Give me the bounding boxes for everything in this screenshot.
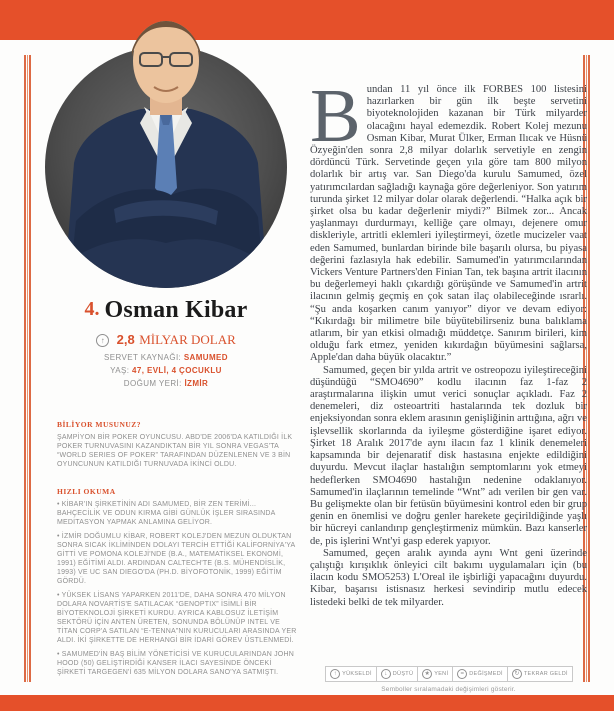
net-worth xyxy=(34,331,298,349)
up-arrow-icon: ↑ xyxy=(330,669,340,679)
legend-item-fell: ↓ DÜŞTÜ xyxy=(376,666,418,682)
rank-number: 4. xyxy=(84,298,100,320)
stat-age-family: YAŞ: 47, EVLİ, 4 ÇOCUKLU xyxy=(110,366,222,375)
quick-read-item: • SAMUMED'İN BAŞ BİLİM YÖNETİCİSİ VE KURUCULARINDAN JOHN HOOD (50) GELİŞTİRDİĞİ KANSER İLACI SAYESİNDE ÖNCEKİ ŞİRKETİ TARGEGEN'İ 635 MİLYON DOLARA SANO'YA SATMIŞTI. xyxy=(57,651,294,676)
rank-up-arrow-icon: ↑ xyxy=(96,334,109,347)
legend-item-unchanged: = DEĞİŞMEDİ xyxy=(452,666,508,682)
star-icon: ★ xyxy=(422,669,432,679)
quick-read-item: • YÜKSEK LİSANS YAPARKEN 2011'DE, DAHA SONRA 470 MİLYON DOLARA NOVARTİS'E SATILACAK “GENOPTIX” İSİMLİ BİR BİYOTEKNOLOJİ ŞİRKETİ KURDU. AYRICA KABLOSUZ İLETİŞİM SEKTÖRÜ İÇİN ANTEN ÜRETEN, SONUNDA BÖLÜNÜP INTEL VE TİTAN CORP'A SATILAN “E-TENNA”NIN KURUCULARI ARASINDA YER ALDI. İKİ ŞİRKETTE DE HERHANGİ BİR İDARİ GÖREV ÜSTLENMEDİ. xyxy=(57,592,297,644)
legend-row xyxy=(325,666,572,682)
drop-cap: B xyxy=(310,74,361,158)
net-worth-value: 2,8 xyxy=(116,332,135,347)
stat-birthplace: DOĞUM YERİ: İZMİR xyxy=(123,379,209,388)
legend-item-rose: ↑ YÜKSELDİ xyxy=(325,666,377,682)
stat-wealth-source: SERVET KAYNAĞI: SAMUMED xyxy=(104,353,228,362)
article-paragraph-3: Samumed, geçen aralık ayında aynı Wnt geni üzerinde çalıştığı kırışıklık önleyici cilt bakımı uygulamaları için (bu ilacın kodu SMO5253) L'Oreal ile işbirliği yapacağını duyurdu. Kibar, başarısı istisnasız herkesi sevindirip mutlu edecek listedeki belki de tek milyarder. xyxy=(310,547,587,608)
did-you-know-box xyxy=(57,420,300,474)
legend-item-returned: ↻ TEKRAR GELDİ xyxy=(507,666,573,682)
profile-stats xyxy=(34,351,298,390)
did-you-know-title: BİLİYOR MUSUNUZ? xyxy=(57,420,142,429)
legend-item-new: ★ YENİ xyxy=(417,666,453,682)
bottom-banner xyxy=(0,695,614,711)
quick-read-box xyxy=(57,487,300,682)
down-arrow-icon: ↓ xyxy=(381,669,391,679)
quick-read-item: • İZMİR DOĞUMLU KİBAR, ROBERT KOLEJ'DEN MEZUN OLDUKTAN SONRA SICAK İKLİMİNDEN DOLAYI TERCİH ETTİĞİ KALİFORNİYA'YA GİTTİ VE POMONA KOLEJİ'NDE (B.A., MATEMATİKSEL EKONOMİ, 1991) EĞİTİMİ ALDI. ARDINDAN CALTECH'TE (B.S. MÜHENDİSLİK, 1993) VE UC SAN DIEGO'DA (PH.D. BİYOFOTONİK, 1999) EĞİTİM GÖRDÜ. xyxy=(57,533,296,585)
quick-read-title: HIZLI OKUMA xyxy=(57,487,116,496)
left-decor-rule xyxy=(24,55,31,682)
person-silhouette xyxy=(64,13,268,293)
profile-header xyxy=(34,297,298,324)
return-arrow-icon: ↻ xyxy=(512,669,522,679)
did-you-know-text: ŞAMPİYON BİR POKER OYUNCUSU. ABD'DE 2006'DA KATILDIĞI İLK POKER TURNUVASINI KAZANDIKTAN BİR YIL SONRA VEGAS'TA “WORLD SERIES OF POKER” TARAFINDAN DÜZENLENEN VE 3 BİN OYUNCUNUN KATILDIĞI TURNUVADA İKİNCİ OLDU. xyxy=(57,434,293,468)
article-paragraph-2: Samumed, geçen bir yılda artrit ve ostreopozu iyileştireceğini düşündüğü “SMO4690” kodlu ilacının faz 1-faz 2 araştırmalarına ilişkin umut verici sonuçlar açıkladı. Faz 2 denemeleri, diz osteoartriti hastalarında tek dozluk bir enjeksiyondan sonra eklem arasının genişliğinin arttığına, ağrı ve işlevsellik skorlarında da iyileşme gösterdiğine işaret ediyor. Şirket 18 Aralık 2017'de aynı ilacın faz 1 klinik denemeleri kapsamında bir dejenaratif disk hastasına enjekte edildiğini duyurdu. Mevcut ilaçlar hastalığın semptomlarını yok etmeyi hedeflerken SMO4690 hastalığın nedenine odaklanıyor. Samumed'in ilaçlarının temelinde “Wnt” adı verilen bir gen var. Bu gelişmekte olan bir fetüsün büyümesini kontrol eden bir grup genin en önemlisi ve doğru genler harekete geçirildiğinde yaşlı bir hücreyi canlandırıp gençleştirmeniz mümkün. Bazı kanserler de, pis işlerini Wnt'yi gasp ederek yapıyor. xyxy=(310,364,587,547)
equals-icon: = xyxy=(457,669,467,679)
article-body xyxy=(310,74,587,609)
article-paragraph-1: Bundan 11 yıl önce ilk FORBES 100 listesini hazırlarken bir gün ilk beşte servetini biyoteknolojiden kazanan bir Türk milyarder olacağını hayal edemezdik. Robert Kolej mezunu Osman Kibar, Murat Ülker, Erman Ilıcak ve Hüsnü Özyeğin'den sonra 2,8 milyar dolarlık servetiyle en zengin dördüncü Türk. Servetinde geçen yıla göre tam 800 milyon dolarlık bir artış var. San Diego'da kurulu Samumed, özel yatırımcılardan sağladığı kaynağa göre değerleniyor. Son yatırım turunda şirket 12 milyar dolar olarak değerlendi. “Halka açık bir şirket olsa bu kadar değerlenir miydi?” Bilmek zor... Ancak yaşlanmayı durdurmayı, kelliğe çare olmayı, dejenere omur diskleriyle, artritli eklemleri iyileştirmeyi, özetle mucizeler vaat eden Samumed, bunlardan birinde bile başarılı olursa, bu piyasa değerini fazlasıyla hak edebilir. Samumed'in yatırımcılarından Vickers Venture Partners'den Finian Tan, tek başına artrit ilacının bu değerlemeyi haklı çıkardığı görüşünde ve Samumed'in artrit ilacının gelmiş geçmiş en çok satan ilaç olabileceğinde ısrarlı. “Şu anda koşarken canım yanıyor” diyor ve devam ediyor: “Kıkırdağı bir milimetre bile büyütebilirseniz buna balıklama atlarım, bir yan etkisi olmadığı müddetçe. Sanırım birileri, kim olduğu fark etmez, yeniden kıkırdağın büyümesini sağlarsa, Apple'dan daha büyük olacaktır.” xyxy=(310,74,587,364)
ranking-symbols-legend xyxy=(310,662,587,693)
portrait-photo xyxy=(36,3,296,291)
quick-read-item: • KİBAR'IN ŞİRKETİNİN ADI SAMUMED, BİR ZEN TERİMİ... BAHÇECİLİK VE ODUN KIRMA GİBİ GÜNLÜK İŞLER SIRASINDA MEDİTASYON YAPMAK ANLAMINA GELİYOR. xyxy=(57,501,276,526)
legend-caption: Semboller sıralamadaki değişimleri gösterir. xyxy=(381,686,516,693)
person-name: Osman Kibar xyxy=(104,297,248,323)
net-worth-unit: MİLYAR DOLAR xyxy=(139,332,236,347)
